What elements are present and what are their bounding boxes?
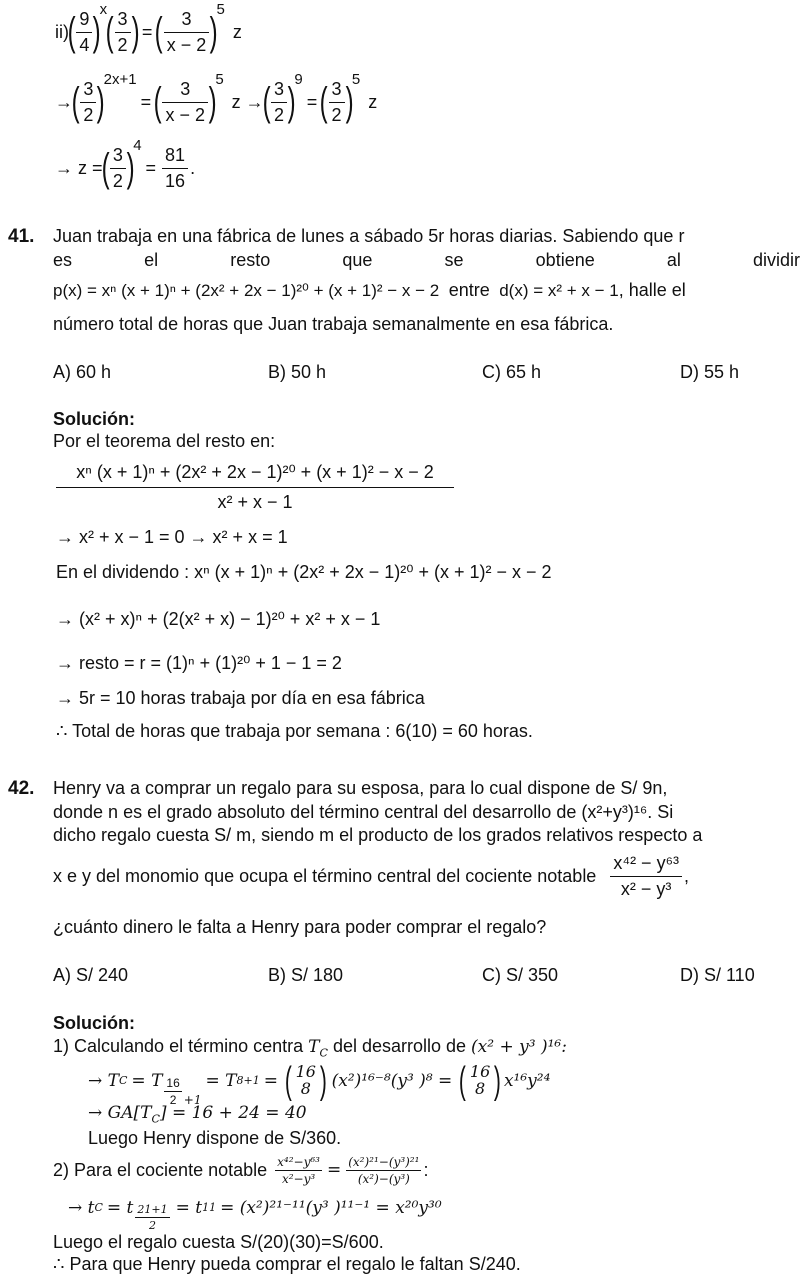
p41-option-b: B) 50 h	[268, 362, 327, 382]
problem-number-42: 42.	[8, 778, 35, 799]
p42-option-a: A) S/ 240	[53, 965, 129, 985]
p42-text-line2: donde n es el grado absoluto del término central del desarrollo de (x²+y³)¹⁶. Si	[53, 802, 674, 822]
p42-text-line5: ¿cuánto dinero le falta a Henry para poder comprar el regalo?	[53, 917, 547, 937]
p42-solution-label: Solución:	[53, 1013, 135, 1033]
p42-step1-line4: Luego Henry dispone de S/360.	[88, 1128, 342, 1148]
p42-step2-line4: ∴ Para que Henry pueda comprar el regalo le faltan S/240.	[53, 1254, 521, 1274]
p42-quotient-fraction: $\frac{\text{x⁴² − y⁶³}}{\text{x² − y³}}$	[610, 853, 682, 900]
p42-text-line1: Henry va a comprar un regalo para su esposa, para lo cual dispone de S/ 9n,	[53, 778, 668, 798]
p41-option-d: D) 55 h	[680, 362, 740, 382]
p41-option-a: A) 60 h	[53, 362, 112, 382]
p42-step2-line2: → t C = t $\frac{21+1}{2}$ = t 11 = (x²)²¹⁻¹¹(y³ )¹¹⁻¹ = x²⁰y³⁰	[68, 1198, 442, 1232]
p41-solution-line2: En el dividendo : xⁿ (x + 1)ⁿ + (2x² + 2x − 1)²⁰ + (x + 1)² − x − 2	[56, 562, 552, 582]
p42-step1-line3: → $GA[T_C] = 16 + 24 = 40$	[88, 1103, 307, 1126]
p41-text-line2: es el resto que se obtiene al dividir	[53, 250, 800, 270]
p41-solution-intro: Por el teorema del resto en:	[53, 431, 276, 451]
top-equation-1: ii) ( $\frac{9}{4}$ ) $^x$ ( $\frac{3}{2}$ ) = ( $\frac{3}{x - 2}$ ) $^5$ z	[55, 1, 242, 55]
p41-remainder-fraction: $\frac{\text{xⁿ (x + 1)ⁿ + (2x² + 2x − 1)²⁰ + (x + 1)² − x − 2}}{\text{x² + x − 1}}$	[56, 462, 454, 513]
binomial-16-8-b: ( 16 8 )	[459, 1060, 502, 1102]
p42-step2-line1: 2) Para el cociente notable $\frac{\text{x⁴²−y⁶³}}{\text{x²−y³}}$ = $\frac{\text{(x²)²¹−(y³)²¹}}{\text{(x²)−(y³)}}$ :	[53, 1154, 429, 1186]
p41-solution-line1: → x² + x − 1 = 0 → x² + x = 1	[56, 527, 288, 547]
p41-text-line3: p(x) = xⁿ (x + 1)ⁿ + (2x² + 2x − 1)²⁰ + (x + 1)² − x − 2 entre d(x) = x² + x − 1, halle el	[53, 280, 686, 300]
p41-solution-line3: → (x² + x)ⁿ + (2(x² + x) − 1)²⁰ + x² + x − 1	[56, 609, 381, 629]
p42-option-b: B) S/ 180	[268, 965, 344, 985]
p41-option-c: C) 65 h	[482, 362, 542, 382]
p41-text-line4: número total de horas que Juan trabaja semanalmente en esa fábrica.	[53, 314, 614, 334]
problem-number-41: 41.	[8, 226, 35, 247]
p42-step2-line3: Luego el regalo cuesta S/(20)(30)=S/600.	[53, 1232, 384, 1252]
p42-option-d: D) S/ 110	[680, 965, 755, 985]
p41-solution-line5: → 5r = 10 horas trabaja por día en esa fábrica	[56, 688, 425, 708]
binomial-16-8: ( 16 8 )	[284, 1060, 327, 1102]
p42-option-c: C) S/ 350	[482, 965, 559, 985]
p42-text-line3: dicho regalo cuesta S/ m, siendo m el producto de los grados relativos respecto a	[53, 825, 703, 845]
p41-solution-line6: ∴ Total de horas que trabaja por semana : 6(10) = 60 horas.	[56, 721, 533, 741]
p41-solution-line4: → resto = r = (1)ⁿ + (1)²⁰ + 1 − 1 = 2	[56, 653, 342, 673]
top-equation-3: → z = ( $\frac{3}{2}$ ) $^4$ = $\frac{81}{16}$ .	[55, 137, 196, 191]
top-equation-2: → ( $\frac{3}{2}$ ) $^{2x+1}$ = ( $\frac{3}{x - 2}$ ) $^5$ z → ( $\frac{3}{2}$ ) $^9$ = ( $\frac{3}{2}$ ) $^5$ z	[55, 71, 378, 125]
p41-solution-label: Solución:	[53, 409, 135, 429]
p41-text-line1: Juan trabaja en una fábrica de lunes a sábado 5r horas diarias. Sabiendo que r	[53, 226, 685, 246]
p42-text-line4: x e y del monomio que ocupa el término central del cociente notable $\frac{\text{x⁴² − y⁶³}}{\text{x² − y³}}$ ,	[53, 852, 689, 899]
p42-step1-line1: 1) Calculando el término centra $T_C$ del desarrollo de (x² + y³ )¹⁶:	[53, 1036, 567, 1060]
p42-step1-line2: → T C = T 16 2 +1 = T 8+1 = ( 16 8 ) (x²)¹⁶⁻⁸(y³ )⁸ = ( 16 8 ) x¹⁶y²⁴	[88, 1060, 551, 1107]
